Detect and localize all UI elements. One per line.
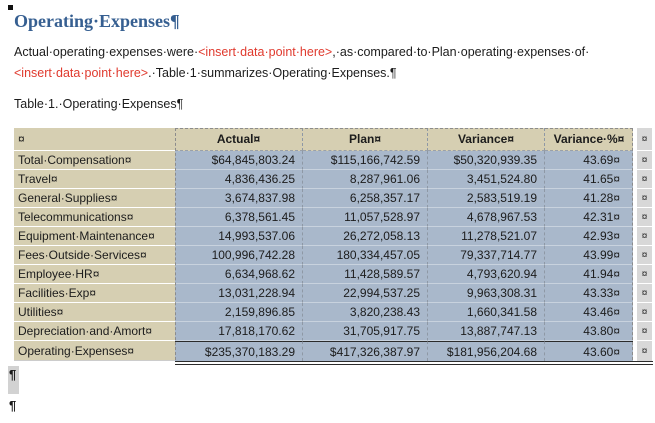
variance-pct-cell[interactable]: 43.99¤ xyxy=(545,246,633,265)
variance-cell[interactable]: 2,583,519.19 xyxy=(428,189,545,208)
header-variance-cell[interactable]: Variance¤ xyxy=(428,128,545,151)
paragraph-mark: ¶ xyxy=(9,367,17,382)
row-end-marker: ¤ xyxy=(637,208,652,227)
plan-cell[interactable]: $115,166,742.59 xyxy=(303,151,428,170)
plan-cell[interactable]: 3,820,238.43 xyxy=(303,303,428,322)
page-title[interactable]: Operating·Expenses¶ xyxy=(14,11,180,31)
row-end-marker: ¤ xyxy=(637,170,652,189)
row-label-cell[interactable]: Facilities·Exp¤ xyxy=(14,284,175,303)
variance-pct-cell[interactable]: 43.33¤ xyxy=(545,284,633,303)
row-label-cell[interactable]: Depreciation·and·Amort¤ xyxy=(14,322,175,341)
paragraph-mark: ¶ xyxy=(9,398,17,413)
plan-cell[interactable]: 6,258,357.17 xyxy=(303,189,428,208)
row-end-marker: ¤ xyxy=(637,265,652,284)
plan-cell[interactable]: $417,326,387.97 xyxy=(303,341,428,361)
table-row xyxy=(14,303,633,322)
variance-cell[interactable]: 1,660,341.58 xyxy=(428,303,545,322)
table-row xyxy=(14,227,633,246)
total-double-underline xyxy=(175,361,653,365)
actual-cell[interactable]: 6,378,561.45 xyxy=(175,208,303,227)
variance-cell[interactable]: $50,320,939.35 xyxy=(428,151,545,170)
row-end-marker: ¤ xyxy=(637,128,652,151)
actual-cell[interactable]: 17,818,170.62 xyxy=(175,322,303,341)
row-end-marker: ¤ xyxy=(637,322,652,341)
table-row xyxy=(14,170,633,189)
placeholder-text-2[interactable]: <insert·data·point·here> xyxy=(14,66,149,80)
row-label-cell[interactable]: Total·Compensation¤ xyxy=(14,151,175,170)
row-end-marker: ¤ xyxy=(637,227,652,246)
header-variance-pct-cell[interactable]: Variance·%¤ xyxy=(545,128,633,151)
variance-cell[interactable]: 9,963,308.31 xyxy=(428,284,545,303)
row-end-marker: ¤ xyxy=(637,303,652,322)
table-caption[interactable]: Table·1.·Operating·Expenses¶ xyxy=(14,97,184,111)
variance-cell[interactable]: 4,678,967.53 xyxy=(428,208,545,227)
variance-cell[interactable]: 79,337,714.77 xyxy=(428,246,545,265)
actual-cell[interactable]: 6,634,968.62 xyxy=(175,265,303,284)
intro-paragraph[interactable] xyxy=(14,42,589,84)
row-end-marker: ¤ xyxy=(637,151,652,170)
table-row xyxy=(14,189,633,208)
intro-text-3: .·Table·1·summarizes·Operating·Expenses.¶ xyxy=(148,66,397,80)
row-end-marker: ¤ xyxy=(637,341,652,361)
variance-pct-cell[interactable]: 43.69¤ xyxy=(545,151,633,170)
actual-cell[interactable]: 14,993,537.06 xyxy=(175,227,303,246)
variance-cell[interactable]: $181,956,204.68 xyxy=(428,341,545,361)
header-blank-cell[interactable]: ¤ xyxy=(14,128,175,151)
table-total-row xyxy=(14,341,633,361)
row-end-marker: ¤ xyxy=(637,246,652,265)
intro-text-1: Actual·operating·expenses·were· xyxy=(14,45,199,59)
variance-pct-cell[interactable]: 41.94¤ xyxy=(545,265,633,284)
plan-cell[interactable]: 180,334,457.05 xyxy=(303,246,428,265)
variance-cell[interactable]: 3,451,524.80 xyxy=(428,170,545,189)
variance-pct-cell[interactable]: 43.46¤ xyxy=(545,303,633,322)
variance-cell[interactable]: 13,887,747.13 xyxy=(428,322,545,341)
row-end-marker: ¤ xyxy=(637,284,652,303)
actual-cell[interactable]: 100,996,742.28 xyxy=(175,246,303,265)
table-row xyxy=(14,246,633,265)
row-label-cell[interactable]: Operating·Expenses¤ xyxy=(14,341,175,361)
actual-cell[interactable]: 4,836,436.25 xyxy=(175,170,303,189)
actual-cell[interactable]: 13,031,228.94 xyxy=(175,284,303,303)
plan-cell[interactable]: 31,705,917.75 xyxy=(303,322,428,341)
variance-cell[interactable]: 11,278,521.07 xyxy=(428,227,545,246)
table-header-row xyxy=(14,128,633,151)
actual-cell[interactable]: $64,845,803.24 xyxy=(175,151,303,170)
row-label-cell[interactable]: Employee·HR¤ xyxy=(14,265,175,284)
operating-expenses-table xyxy=(14,128,633,361)
plan-cell[interactable]: 11,057,528.97 xyxy=(303,208,428,227)
variance-pct-cell[interactable]: 43.80¤ xyxy=(545,322,633,341)
variance-pct-cell[interactable]: 42.31¤ xyxy=(545,208,633,227)
plan-cell[interactable]: 11,428,589.57 xyxy=(303,265,428,284)
actual-cell[interactable]: 2,159,896.85 xyxy=(175,303,303,322)
intro-line-1 xyxy=(14,42,589,63)
table-row xyxy=(14,265,633,284)
row-label-cell[interactable]: Utilities¤ xyxy=(14,303,175,322)
plan-cell[interactable]: 26,272,058.13 xyxy=(303,227,428,246)
plan-cell[interactable]: 22,994,537.25 xyxy=(303,284,428,303)
row-label-cell[interactable]: Telecommunications¤ xyxy=(14,208,175,227)
variance-cell[interactable]: 4,793,620.94 xyxy=(428,265,545,284)
header-actual-cell[interactable]: Actual¤ xyxy=(175,128,303,151)
table-row xyxy=(14,322,633,341)
table-row xyxy=(14,151,633,170)
intro-line-2 xyxy=(14,63,589,84)
row-label-cell[interactable]: Travel¤ xyxy=(14,170,175,189)
plan-cell[interactable]: 8,287,961.06 xyxy=(303,170,428,189)
intro-text-2: ,·as·compared·to·Plan·operating·expenses·of· xyxy=(332,45,590,59)
row-label-cell[interactable]: Fees·Outside·Services¤ xyxy=(14,246,175,265)
row-label-cell[interactable]: Equipment·Maintenance¤ xyxy=(14,227,175,246)
variance-pct-cell[interactable]: 41.65¤ xyxy=(545,170,633,189)
row-label-cell[interactable]: General·Supplies¤ xyxy=(14,189,175,208)
header-plan-cell[interactable]: Plan¤ xyxy=(303,128,428,151)
row-end-marker: ¤ xyxy=(637,189,652,208)
keep-with-next-marker-icon xyxy=(8,5,13,10)
variance-pct-cell[interactable]: 43.60¤ xyxy=(545,341,633,361)
placeholder-text-1[interactable]: <insert·data·point·here> xyxy=(198,45,333,59)
variance-pct-cell[interactable]: 42.93¤ xyxy=(545,227,633,246)
actual-cell[interactable]: 3,674,837.98 xyxy=(175,189,303,208)
table-row xyxy=(14,208,633,227)
table-row xyxy=(14,284,633,303)
actual-cell[interactable]: $235,370,183.29 xyxy=(175,341,303,361)
row-end-marker-strip xyxy=(637,128,652,361)
variance-pct-cell[interactable]: 41.28¤ xyxy=(545,189,633,208)
